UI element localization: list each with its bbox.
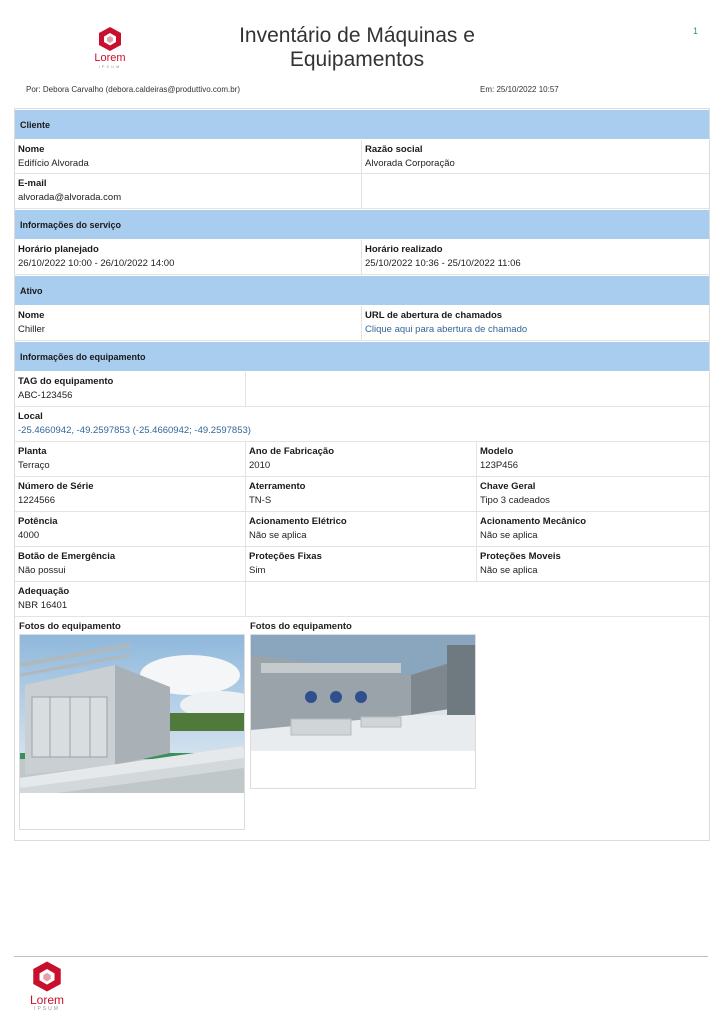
equipment-photos xyxy=(15,617,709,830)
cliente-razao-cell xyxy=(362,140,709,174)
footer-brand-logo xyxy=(24,960,70,1012)
equip-tag-empty-cell xyxy=(246,372,709,407)
equip-field-cell xyxy=(477,477,709,512)
horario-realizado-cell xyxy=(362,240,709,275)
equip-tag-value: ABC-123456 xyxy=(18,390,73,401)
equip-fields-row-4 xyxy=(15,547,709,582)
servico-row xyxy=(15,240,709,275)
equip-field-value: Não se aplica xyxy=(480,530,538,541)
logo-hexagon-icon xyxy=(32,960,62,993)
equip-field-value: Tipo 3 cadeados xyxy=(480,495,550,506)
equip-field-cell xyxy=(15,547,246,582)
equip-tag-row xyxy=(15,372,709,407)
equip-field-cell xyxy=(477,512,709,547)
brand-logo xyxy=(88,26,132,69)
equip-field-cell xyxy=(246,512,477,547)
cliente-email-label: E-mail xyxy=(18,178,47,189)
equip-field-label: Chave Geral xyxy=(480,481,536,492)
equip-field-value: Sim xyxy=(249,565,266,576)
cliente-empty-cell xyxy=(362,174,709,209)
equip-adequacao-row xyxy=(15,582,709,617)
equip-field-value: TN-S xyxy=(249,495,272,506)
abrir-chamado-link[interactable]: Clique aqui para abertura de chamado xyxy=(365,324,528,335)
equip-local-row xyxy=(15,407,709,442)
equip-field-cell xyxy=(477,547,709,582)
equip-field-label: Planta xyxy=(18,446,47,457)
section-equipamento-header: Informações do equipamento xyxy=(15,342,709,371)
section-ativo-header: Ativo xyxy=(15,276,709,305)
equip-field-label: Aterramento xyxy=(249,481,306,492)
horario-planejado-cell xyxy=(15,240,362,275)
logo-tagline: IPSUM xyxy=(98,64,122,69)
cliente-nome-value: Edifício Alvorada xyxy=(18,158,89,169)
equip-field-cell xyxy=(246,477,477,512)
cliente-nome-label: Nome xyxy=(18,144,45,155)
equip-field-label: Proteções Fixas xyxy=(249,551,322,562)
equip-adequacao-value: NBR 16401 xyxy=(18,600,68,611)
page-title-line-1: Inventário de Máquinas e xyxy=(239,24,475,47)
report-body xyxy=(14,108,710,841)
equip-adequacao-cell xyxy=(15,582,246,617)
chiller-photo-1[interactable] xyxy=(20,635,244,793)
cliente-email-cell xyxy=(15,174,362,209)
horario-realizado-value: 25/10/2022 10:36 - 25/10/2022 11:06 xyxy=(365,258,521,269)
ativo-row xyxy=(15,306,709,341)
equip-field-label: Botão de Emergência xyxy=(18,551,116,562)
equip-field-value: Terraço xyxy=(18,460,50,471)
equipment-photo-block-1 xyxy=(19,621,246,830)
equipment-photo-block-2 xyxy=(250,621,477,830)
page-title xyxy=(200,24,514,72)
equip-field-value: 123P456 xyxy=(480,460,519,471)
cliente-nome-cell xyxy=(15,140,362,174)
ativo-url-cell xyxy=(362,306,709,341)
equip-field-label: Acionamento Elétrico xyxy=(249,516,347,527)
logo-hexagon-icon xyxy=(98,26,122,52)
horario-planejado-value: 26/10/2022 10:00 - 26/10/2022 14:00 xyxy=(18,258,175,269)
cliente-email-value: alvorada@alvorada.com xyxy=(18,192,122,203)
equip-field-cell xyxy=(15,442,246,477)
photo-label-1: Fotos do equipamento xyxy=(19,621,121,632)
equip-local-value[interactable]: -25.4660942, -49.2597853 (-25.4660942; -49.2597853) xyxy=(18,425,251,436)
equip-field-cell xyxy=(15,512,246,547)
equip-adequacao-label: Adequação xyxy=(18,586,70,597)
equip-tag-cell xyxy=(15,372,246,407)
equip-field-label: Modelo xyxy=(480,446,514,457)
photo-label-2: Fotos do equipamento xyxy=(250,621,352,632)
logo-wordmark: Lorem xyxy=(94,52,126,64)
cliente-row-2 xyxy=(15,174,709,209)
equip-field-cell xyxy=(15,477,246,512)
section-cliente-header: Cliente xyxy=(15,110,709,139)
equip-field-label: Ano de Fabricação xyxy=(249,446,334,457)
equip-fields-row-2 xyxy=(15,477,709,512)
cliente-razao-value: Alvorada Corporação xyxy=(365,158,455,169)
equip-field-cell xyxy=(477,442,709,477)
photo-frame-2 xyxy=(250,634,476,789)
equip-fields-row-1 xyxy=(15,442,709,477)
ativo-nome-label: Nome xyxy=(18,310,45,321)
equip-adequacao-empty-cell xyxy=(246,582,709,617)
equip-field-label: Potência xyxy=(18,516,58,527)
equip-field-label: Número de Série xyxy=(18,481,94,492)
logo-wordmark: Lorem xyxy=(29,993,64,1007)
report-author: Por: Debora Carvalho (debora.caldeiras@produttivo.com.br) xyxy=(26,85,240,94)
equip-field-cell xyxy=(246,442,477,477)
horario-realizado-label: Horário realizado xyxy=(365,244,443,255)
section-servico-header: Informações do serviço xyxy=(15,210,709,239)
equip-field-value: 2010 xyxy=(249,460,271,471)
equip-local-label: Local xyxy=(18,411,43,422)
equip-field-label: Proteções Moveis xyxy=(480,551,561,562)
equip-field-value: 4000 xyxy=(18,530,40,541)
ativo-url-label: URL de abertura de chamados xyxy=(365,310,503,321)
equip-field-value: Não se aplica xyxy=(249,530,307,541)
equip-field-value: Não possui xyxy=(18,565,66,576)
ativo-nome-value: Chiller xyxy=(18,324,45,335)
equip-field-label: Acionamento Mecânico xyxy=(480,516,587,527)
ativo-nome-cell xyxy=(15,306,362,341)
horario-planejado-label: Horário planejado xyxy=(18,244,99,255)
equip-field-cell xyxy=(246,547,477,582)
equip-field-value: 1224566 xyxy=(18,495,55,506)
page-title-line-2: Equipamentos xyxy=(289,48,425,71)
page-number: 1 xyxy=(692,26,698,36)
chiller-photo-2[interactable] xyxy=(251,635,475,751)
cliente-razao-label: Razão social xyxy=(365,144,423,155)
equip-tag-label: TAG do equipamento xyxy=(18,376,114,387)
equip-fields-row-3 xyxy=(15,512,709,547)
equip-field-value: Não se aplica xyxy=(480,565,538,576)
photo-frame-1 xyxy=(19,634,245,830)
report-date: Em: 25/10/2022 10:57 xyxy=(480,85,559,94)
logo-tagline: IPSUM xyxy=(34,1006,60,1012)
equip-local-cell xyxy=(15,407,709,442)
cliente-row-1 xyxy=(15,140,709,174)
footer-divider xyxy=(14,956,708,957)
